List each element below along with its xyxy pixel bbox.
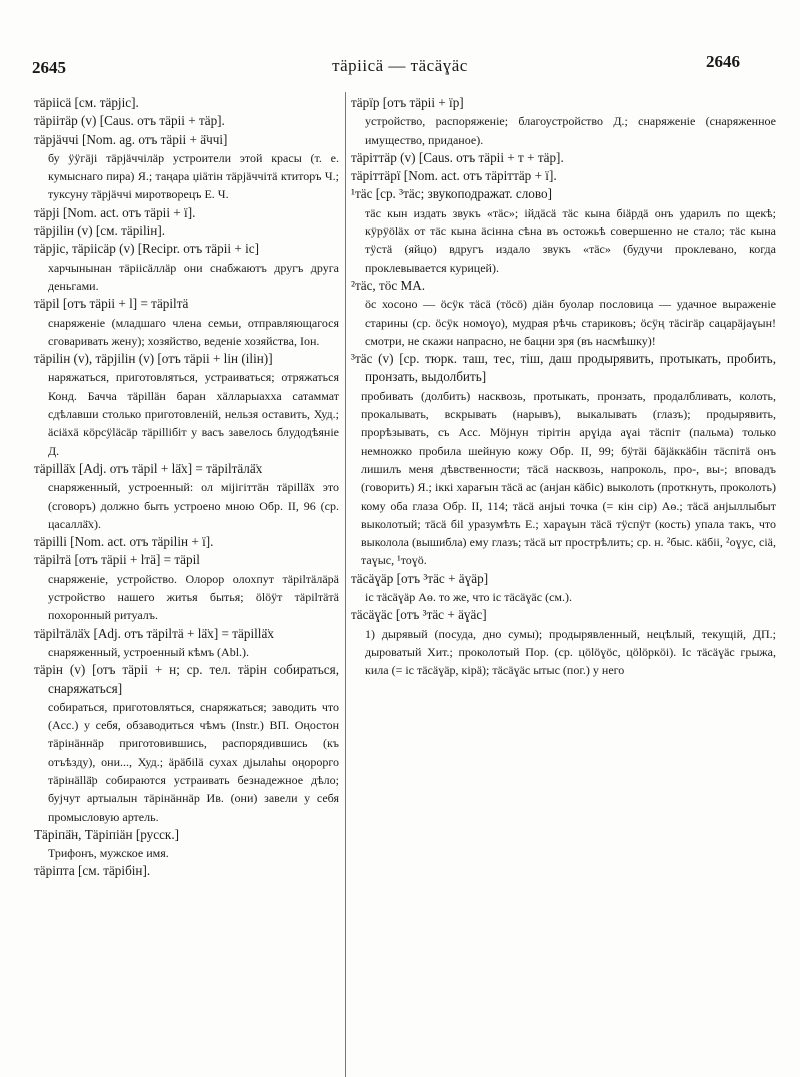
entry-definition: Трифонъ, мужское имя.	[48, 846, 169, 861]
left-column	[34, 94, 339, 881]
dictionary-entry: тäріттäр (v) [Caus. отъ тäріі + т + тäр].	[351, 149, 564, 165]
entry-definition: іс тäсäɣäр Аө. то же, что іс тäсäɣäс (см.).	[365, 590, 572, 605]
dictionary-entry: тäрїр [отъ тäріі + їр]	[351, 95, 464, 110]
dictionary-entry: тäріітäр (v) [Caus. отъ тäріі + тäр].	[34, 113, 225, 129]
dictionary-entry: тäріllі [Nom. act. отъ тäріlін + ï].	[34, 534, 214, 550]
entry-definition: харчынынан тäріісäллäр они снабжаютъ другъ друга деньгами.	[48, 260, 339, 293]
dictionary-entry: тäріlтä [отъ тäріі + lтä] = тäріl	[34, 552, 200, 568]
dictionary-entry: ³тäс (v) [ср. тюрк. таш, тес, тiш, даш продырявить, протыкать, пробить, пронзать, выдолбить]	[351, 351, 776, 385]
dictionary-entry: тäріllä̈х [Adj. отъ тäріl + lä̈х] = тäріlтäлä̈х	[34, 460, 263, 476]
entry-definition: снаряженный, устроенный: ол міјігіттäн тäріllä̈х это (сговоръ) должно быть устроено мною Обр. II, 96 (ср. цасаллä̈х).	[48, 480, 339, 531]
entry-definition: наряжаться, приготовляться, устраиваться; отряжаться Конд. Бачча тäріlläн баран хäлларыахха сатаммат сдѣлавши столько приготовленій, нельзя оставить, Худ.; äсіäхä кöрсӱläсäр тäріllібіт у васъ завелось блудодѣяніе Д.	[48, 370, 339, 458]
entry-definition: собираться, приготовляться, снаряжаться; заводить что (Acc.) у себя, обзаводиться чѣмъ (Instr.) ВП. Оңостон тäрінäннäр приготовившись, распорядившись (къ отъѣзду), они..., Худ.; äрäбіlä сухах дјылаһы оңорорго тäрінällä̈р собираются устраивать безнадежное дѣло; бујчут артыалын тäрінäннäр Ив. (они) завели у себя промысловую артель.	[48, 699, 339, 824]
right-column	[351, 94, 776, 680]
column-divider	[345, 92, 346, 1077]
dictionary-entry: тäрјäччі [Nom. ag. отъ тäріі + ä̈ччі]	[34, 131, 228, 147]
page-number-right: 2646	[706, 52, 740, 71]
dictionary-entry: тäсäɣäр [отъ ³тäс + äɣäр]	[351, 570, 489, 586]
entry-definition: снаряженіе, устройство. Олорор олохпут тäріlтäлäрä устройство нашего житья бытья; ölӧӱт тäріlтäтä похоронный ритуалъ.	[48, 571, 339, 623]
dictionary-entry: тäріlін (v), тäрјіlін (v) [отъ тäріі + lін (іlін)]	[34, 351, 273, 367]
dictionary-entry: тäріттäрї [Nom. act. отъ тäріттäр + ï].	[351, 168, 557, 184]
page-header	[0, 52, 800, 82]
entry-definition: öс хосоно — öсӱк тäсä (тöсö) діäн буолар пословица — удачное выраженіе старины (ср. öсӱк номоɣо), мудрая рѣчь стариковъ; öсӱң тäсігäр сацарäјаɣын! смотри, не скажи напрасно, не бацни зря (въ насмѣшку)!	[365, 297, 776, 348]
entry-definition: тäс кын издать звукъ «тäс»; ійдäсä тäс кына біäрдä онъ ударилъ по щекѣ; кӱрӱöläх от тäс кына äсінна сѣна въ остожьѣ совершенно не стало; тäс кына тӱстä (яйцо) вдругъ издало звукъ «тäс» (будучи проклевано, когда проклевывается курицей).	[365, 205, 776, 275]
entry-definition: снаряженный, устроенный кѣмъ (Abl.).	[48, 644, 250, 659]
entry-definition: бу ӱӱгäјі тäрјäччілäр устроители этой красы (т. е. кумыснаго пира) Я.; таңара џіäтін тäрјäччітä ктиторъ Ч.; туксуну тäрјäччі миротворецъ Е. Ч.	[48, 150, 339, 202]
dictionary-entry: тäрін (v) [отъ тäріі + н; ср. тел. тäрін собираться, снаряжаться]	[34, 662, 339, 696]
dictionary-entry: тäріl [отъ тäріі + l] = тäріlтä	[34, 296, 189, 312]
dictionary-entry: тäсäɣäс [отъ ³тäс + äɣäс]	[351, 607, 487, 623]
dictionary-entry: ¹тäс [ср. ³тäс; звукоподражат. слово]	[351, 186, 553, 202]
dictionary-entry: тäріпта [см. тäрібін].	[34, 863, 151, 879]
dictionary-entry: тäрјі [Nom. act. отъ тäріі + ï].	[34, 204, 196, 220]
page-number-left: 2645	[32, 58, 66, 77]
entry-definition: устройство, распоряженіе; благоустройство Д.; снаряженіе (снаряженное имущество, приданое).	[365, 114, 776, 147]
entry-definition: 1) дырявый (посуда, дно сумы); продырявленный, нецѣлый, текущій, ДП.; дыроватый Хит.; проколотый Пор. (ср. цölöɣöс, цölöркöі). Іс тäсäɣäс грыжа, кила (= іс тäсäɣäр, кірä); тäсäɣäс ытыс (пог.) у него	[365, 626, 776, 678]
entry-definition: снаряженіе (младшаго члена семьи, отправляющагося сговаривать жену); хозяйство, веденіе хозяйства, Іон.	[48, 315, 339, 348]
dictionary-entry: Тäріпä̈н, Тäріпіäн [русск.]	[34, 826, 180, 842]
entry-definition: пробивать (долбить) насквозь, протыкать, пронзать, продалбливать, колоть, прокалывать, вскрывать (нарывъ), выкалывать (глазъ); продырявить, прорѣзывать, съ Acc. Мöјнун тірітін арɣіда аɣаі тäспіт (пальма) только немножко пробила шейную кожу Обр. II, 99; бӱтäі бäјäккäбін тäспітä онъ лишилъ меня дѣвственности; тäсä насквозь, напроколь, про-, вы-; вповадъ (говорить) Я.; іккі харағын тäсä ас (анјан кäбіс) выколоть (проткнуть, проколоть) кому оба глаза Обр. II, 114; тäсä анјыі точка (= кін сір) Аө.; тäсä анјыллыбыт выколотый; тäсä біl уразумѣть Е.; хараɣын тäсä тӱспӱт (кость) упала такъ, что выколола (вышибла) ему глазъ; тäсä ыт прострѣлить; ср. н. ²быс. кäбіі, ²оɣус, сіä, таɣыс, ¹тоɣö.	[361, 388, 776, 568]
dictionary-entry: тäріісä [см. тäрјіс].	[34, 95, 139, 110]
dictionary-entry: тäрјіс, тäріісäр (v) [Recipr. отъ тäріі + іс]	[34, 241, 259, 257]
dictionary-entry: тäріlтäлä̈х [Adj. отъ тäріlтä + lä̈х] = тäріllä̈х	[34, 625, 274, 641]
dictionary-entry: тäрјіlін (v) [см. тäріlін].	[34, 223, 166, 239]
dictionary-entry: ²тäс, тöс МА.	[351, 277, 426, 293]
running-title: тäріісä — тäсäɣäс	[332, 56, 468, 75]
